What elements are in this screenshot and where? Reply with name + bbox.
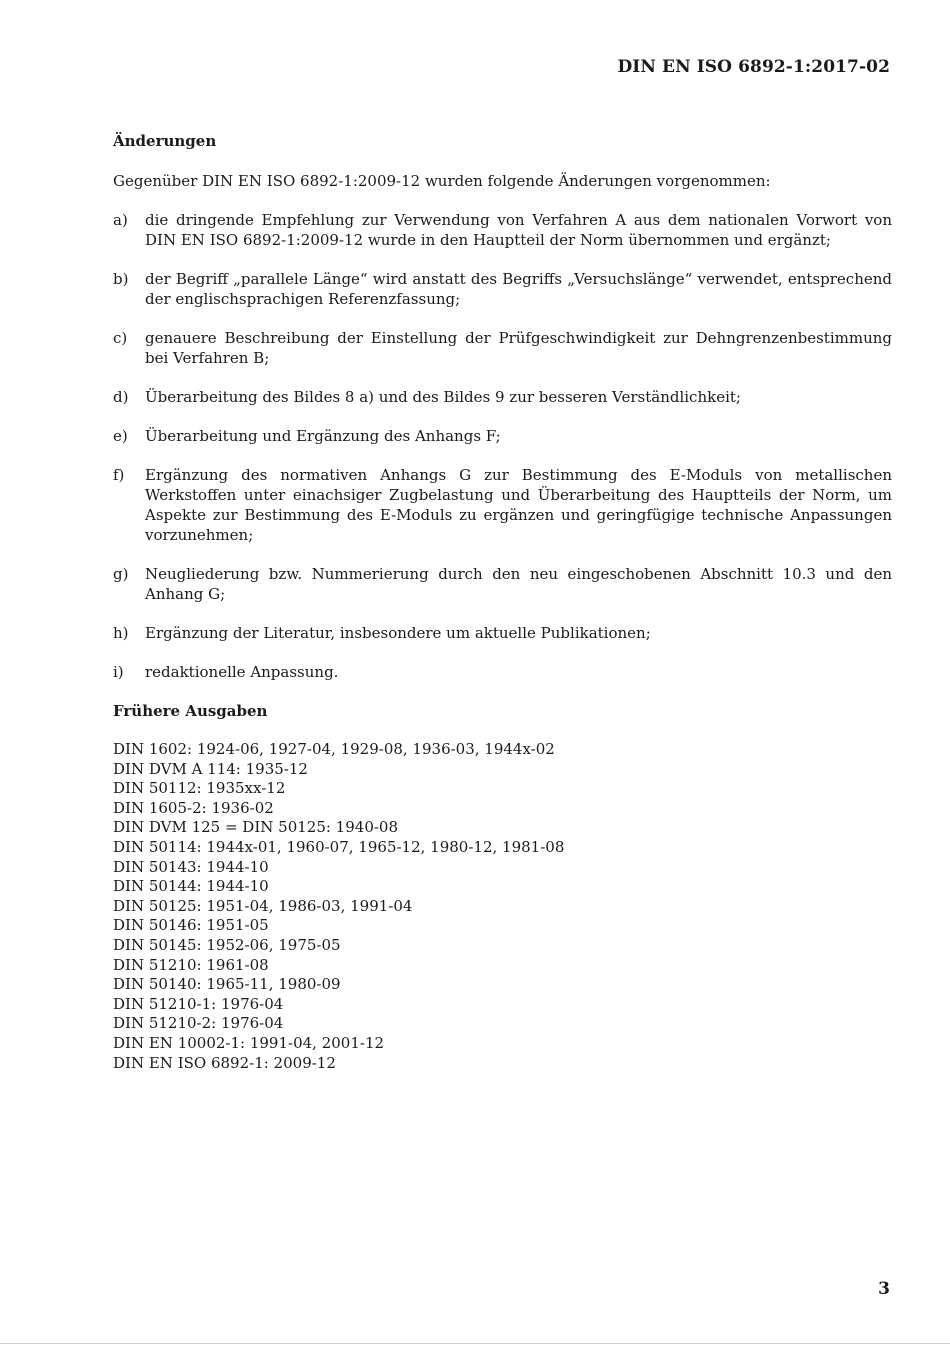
item-label: h) (113, 624, 129, 642)
document-id: DIN EN ISO 6892-1:2017-02 (617, 57, 890, 77)
changes-list (113, 210, 892, 682)
edition-line: DIN 50145: 1952-06, 1975-05 (113, 935, 341, 954)
item-label: i) (113, 663, 124, 681)
change-item-e (113, 426, 892, 446)
edition-line: DIN 50114: 1944x-01, 1960-07, 1965-12, 1980-12, 1981-08 (113, 837, 565, 856)
change-item-d (113, 387, 892, 407)
item-text: Überarbeitung des Bildes 8 a) und des Bildes 9 zur besseren Verständlichkeit; (145, 388, 741, 406)
item-text: Ergänzung des normativen Anhangs G zur Bestimmung des E-Moduls von metallischen Werkstoffen unter einachsiger Zugbelastung und Überarbeitung des Hauptteils der Norm, um Aspekte zur Bestimmung des E-Moduls zu ergänzen und geringfügige technische Anpassungen vorzunehmen; (145, 466, 892, 544)
edition-line: DIN 1605-2: 1936-02 (113, 798, 274, 817)
edition-line: DIN 50112: 1935xx-12 (113, 779, 286, 798)
edition-line: DIN DVM A 114: 1935-12 (113, 759, 308, 778)
item-text: die dringende Empfehlung zur Verwendung von Verfahren A aus dem nationalen Vorwort von DIN EN ISO 6892-1:2009-12 wurde in den Hauptteil der Norm übernommen und ergänzt; (145, 211, 892, 249)
item-label: b) (113, 270, 129, 288)
page-content (113, 131, 892, 1073)
changes-heading: Änderungen (113, 132, 217, 150)
item-label: a) (113, 211, 128, 229)
item-label: g) (113, 565, 129, 583)
item-text: Überarbeitung und Ergänzung des Anhangs F; (145, 427, 501, 445)
edition-line: DIN DVM 125 = DIN 50125: 1940-08 (113, 818, 399, 837)
change-item-g (113, 564, 892, 604)
item-label: d) (113, 388, 129, 406)
item-label: e) (113, 427, 128, 445)
edition-line: DIN 50140: 1965-11, 1980-09 (113, 975, 341, 994)
edition-line: DIN 51210: 1961-08 (113, 955, 269, 974)
change-item-c (113, 328, 892, 368)
change-item-h (113, 623, 892, 643)
previous-editions-list (113, 740, 892, 1073)
item-text: der Begriff „parallele Länge“ wird anstatt des Begriffs „Versuchslänge“ verwendet, entsprechend der englischsprachigen Referenzfassung; (145, 270, 892, 308)
edition-line: DIN 51210-2: 1976-04 (113, 1014, 284, 1033)
item-text: Neugliederung bzw. Nummerierung durch den neu eingeschobenen Abschnitt 10.3 und den Anhang G; (145, 565, 892, 603)
edition-line: DIN 50144: 1944-10 (113, 877, 269, 896)
change-item-a (113, 210, 892, 250)
edition-line: DIN EN 10002-1: 1991-04, 2001-12 (113, 1033, 385, 1052)
change-item-i (113, 662, 892, 682)
edition-line: DIN 51210-1: 1976-04 (113, 994, 284, 1013)
previous-editions-heading: Frühere Ausgaben (113, 702, 268, 720)
item-label: f) (113, 466, 125, 484)
item-text: Ergänzung der Literatur, insbesondere um aktuelle Publikationen; (145, 624, 651, 642)
edition-line: DIN 1602: 1924-06, 1927-04, 1929-08, 1936-03, 1944x-02 (113, 740, 555, 758)
change-item-b (113, 269, 892, 309)
edition-line: DIN EN ISO 6892-1: 2009-12 (113, 1053, 336, 1072)
item-label: c) (113, 329, 128, 347)
change-item-f (113, 465, 892, 545)
item-text: genauere Beschreibung der Einstellung der Prüfgeschwindigkeit zur Dehngrenzenbestimmung bei Verfahren B; (145, 329, 892, 367)
edition-line: DIN 50125: 1951-04, 1986-03, 1991-04 (113, 896, 413, 915)
edition-line: DIN 50146: 1951-05 (113, 916, 269, 935)
page-bottom-divider (0, 1343, 950, 1344)
item-text: redaktionelle Anpassung. (145, 663, 339, 681)
edition-line: DIN 50143: 1944-10 (113, 857, 269, 876)
page-number: 3 (878, 1279, 890, 1299)
changes-intro: Gegenüber DIN EN ISO 6892-1:2009-12 wurden folgende Änderungen vorgenommen: (113, 172, 771, 190)
